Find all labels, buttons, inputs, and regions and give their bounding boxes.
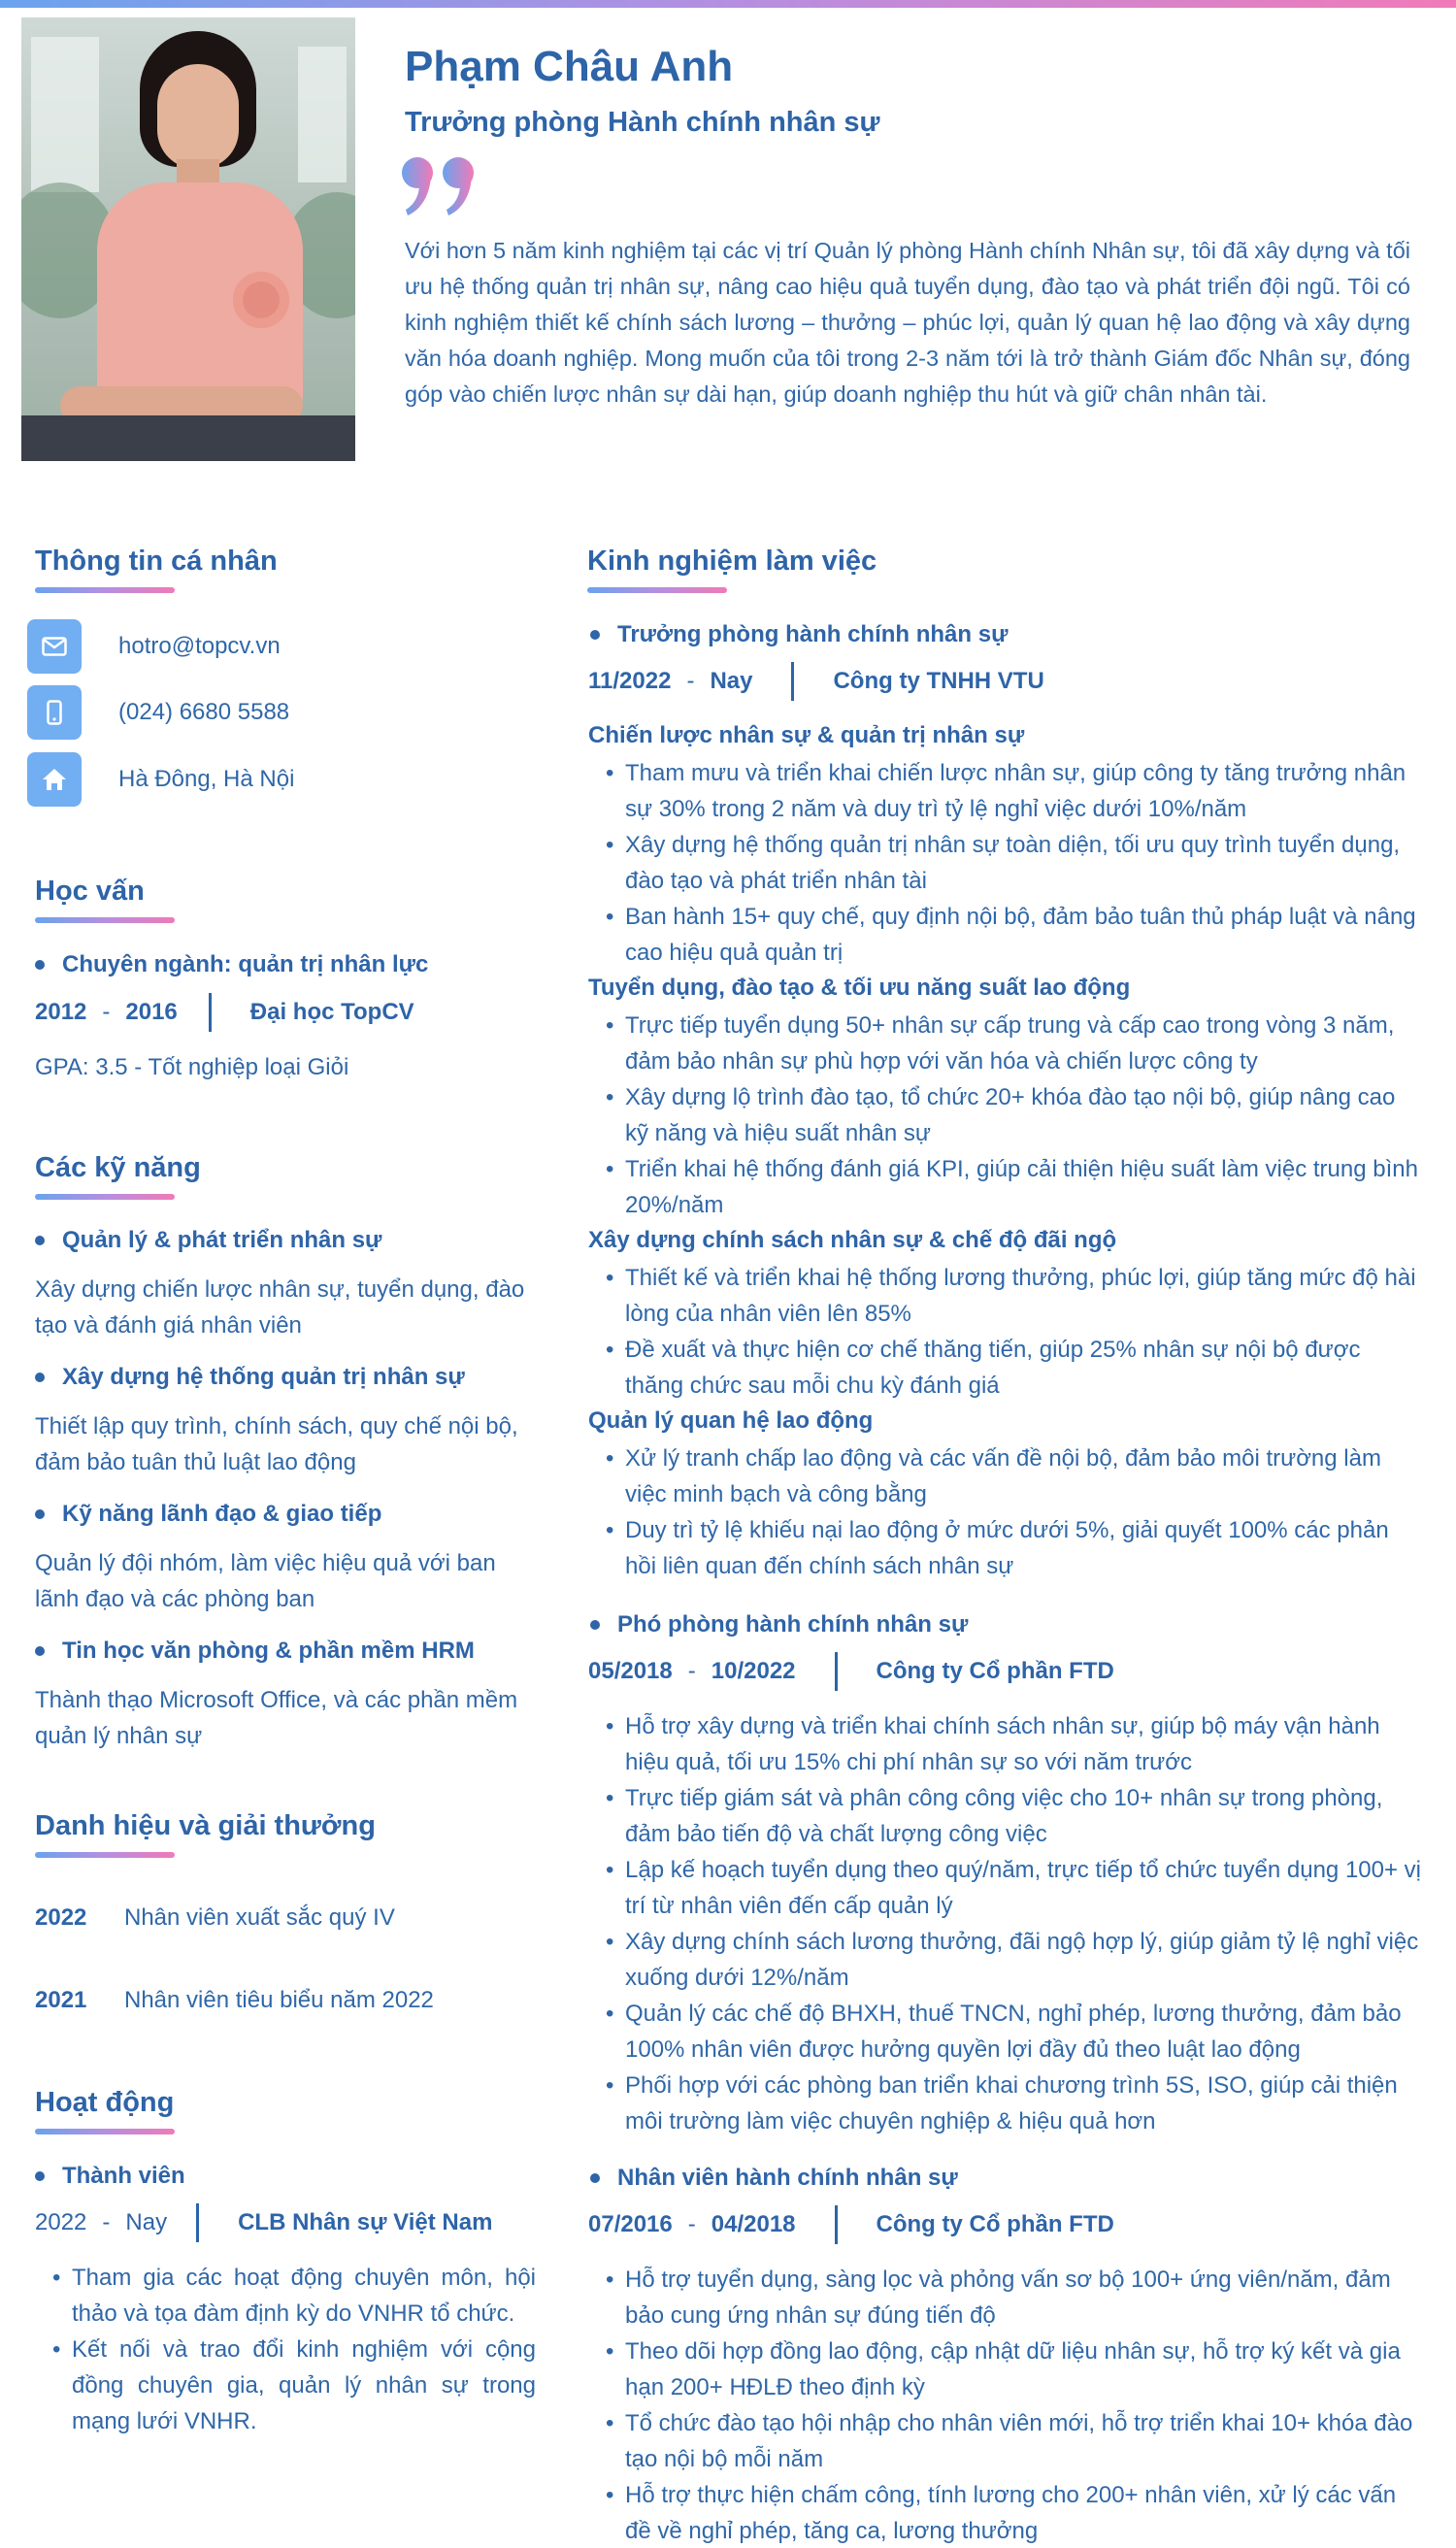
education-major: Chuyên ngành: quản trị nhân lực [35, 951, 428, 978]
job-dates: 07/2016 - 04/2018 Công ty Cổ phần FTD [588, 2205, 1114, 2244]
education-dates: 2012 - 2016 Đại học TopCV [35, 993, 414, 1032]
skill-name: Kỹ năng lãnh đạo & giao tiếp [35, 1501, 381, 1528]
section-education [35, 876, 175, 923]
list-item: • Tham mưu và triển khai chiến lược nhân sự, giúp công ty tăng trưởng nhân sự 30% trong 2 năm và duy trì tỷ lệ nghỉ việc dưới 10%/năm [588, 755, 1423, 827]
section-underline [35, 2129, 175, 2134]
section-title: Danh hiệu và giải thưởng [35, 1810, 376, 1841]
job-group-heading: Xây dựng chính sách nhân sự & chế độ đãi ngộ [588, 1227, 1117, 1253]
home-icon [27, 752, 82, 807]
skill-desc: Xây dựng chiến lược nhân sự, tuyển dụng, đào tạo và đánh giá nhân viên [35, 1276, 525, 1339]
company-name: Công ty Cổ phần FTD [876, 1658, 1114, 1684]
job-bullets [588, 1708, 1423, 2139]
job-position: Trưởng phòng hành chính nhân sự [590, 621, 1008, 648]
section-underline [587, 587, 727, 593]
section-title: Thông tin cá nhân [35, 546, 278, 577]
candidate-name: Phạm Châu Anh [405, 43, 734, 90]
contact-phone [27, 685, 289, 740]
job-dates: 11/2022 - Nay Công ty TNHH VTU [588, 662, 1044, 701]
activity-role: Thành viên [35, 2163, 185, 2190]
career-summary: Với hơn 5 năm kinh nghiệm tại các vị trí Quản lý phòng Hành chính Nhân sự, tôi đã xây dựng và tối ưu hệ thống quản trị nhân sự, nâng cao hiệu quả tuyển dụng, đào tạo và phát triển đội ngũ. Tôi có kinh nghiệm thiết kế chính sách lương – thưởng – phúc lợi, quản lý quan hệ lao động và xây dựng văn hóa doanh nghiệp. Mong muốn của tôi trong 2-3 năm tới là trở thành Giám đốc Nhân sự, đóng góp vào chiến lược nhân sự dài hạn, giúp doanh nghiệp thu hút và giữ chân nhân tài. [405, 238, 1410, 407]
award-item: 2022 Nhân viên xuất sắc quý IV [35, 1904, 395, 1931]
skill-name: Tin học văn phòng & phần mềm HRM [35, 1638, 475, 1665]
company-name: Công ty Cổ phần FTD [876, 2211, 1114, 2237]
job-group-bullets [588, 1008, 1423, 1223]
section-awards [35, 1810, 376, 1858]
activity-dates: 2022 - Nay CLB Nhân sự Việt Nam [35, 2203, 492, 2242]
list-item: • Tham gia các hoạt động chuyên môn, hội thảo và tọa đàm định kỳ do VNHR tổ chức. [35, 2260, 536, 2332]
email-text[interactable]: hotro@topcv.vn [118, 633, 281, 659]
job-group-bullets [588, 755, 1423, 971]
list-item: • Triển khai hệ thống đánh giá KPI, giúp cải thiện hiệu suất làm việc trung bình 20%/năm [588, 1151, 1423, 1223]
education-gpa: GPA: 3.5 - Tốt nghiệp loại Giỏi [35, 1054, 349, 1080]
section-activities [35, 2087, 175, 2134]
company-name: Công ty TNHH VTU [833, 668, 1044, 694]
job-group-heading: Tuyển dụng, đào tạo & tối ưu năng suất lao động [588, 975, 1131, 1001]
skill-name: Quản lý & phát triển nhân sự [35, 1227, 381, 1254]
list-item: • Thiết kế và triển khai hệ thống lương thưởng, phúc lợi, giúp tăng mức độ hài lòng của nhân viên lên 85% [588, 1260, 1423, 1332]
job-position: Phó phòng hành chính nhân sự [590, 1611, 968, 1638]
candidate-role: Trưởng phòng Hành chính nhân sự [405, 107, 880, 138]
list-item: • Xây dựng chính sách lương thưởng, đãi ngộ hợp lý, giúp giảm tỷ lệ nghỉ việc xuống dưới 12%/năm [588, 1924, 1423, 1996]
list-item: • Duy trì tỷ lệ khiếu nại lao động ở mức dưới 5%, giải quyết 100% các phản hồi liên quan đến chính sách nhân sự [588, 1512, 1423, 1584]
job-dates: 05/2018 - 10/2022 Công ty Cổ phần FTD [588, 1652, 1114, 1691]
skill-name: Xây dựng hệ thống quản trị nhân sự [35, 1364, 465, 1391]
skill-desc: Thành thạo Microsoft Office, và các phần mềm quản lý nhân sự [35, 1687, 518, 1749]
contact-address [27, 752, 294, 807]
list-item: • Quản lý các chế độ BHXH, thuế TNCN, nghỉ phép, lương thưởng, đảm bảo 100% nhân viên được hưởng quyền lợi đầy đủ theo luật lao động [588, 1996, 1423, 2068]
list-item: • Trực tiếp tuyển dụng 50+ nhân sự cấp trung và cấp cao trong vòng 3 năm, đảm bảo nhân sự phù hợp với văn hóa và chiến lược công ty [588, 1008, 1423, 1079]
list-item: • Lập kế hoạch tuyển dụng theo quý/năm, trực tiếp tổ chức tuyển dụng 100+ vị trí từ nhân viên đến cấp quản lý [588, 1852, 1423, 1924]
phone-icon [27, 685, 82, 740]
address-text: Hà Đông, Hà Nội [118, 766, 295, 792]
list-item: • Đề xuất và thực hiện cơ chế thăng tiến, giúp 25% nhân sự nội bộ được thăng chức sau mỗi chu kỳ đánh giá [588, 1332, 1423, 1404]
section-underline [35, 587, 175, 593]
list-item: • Hỗ trợ tuyển dụng, sàng lọc và phỏng vấn sơ bộ 100+ ứng viên/năm, đảm bảo cung ứng nhân sự đúng tiến độ [588, 2262, 1423, 2333]
contact-email [27, 619, 281, 674]
school-name: Đại học TopCV [249, 999, 414, 1025]
job-group-heading: Quản lý quan hệ lao động [588, 1407, 874, 1434]
award-item: 2021 Nhân viên tiêu biểu năm 2022 [35, 1987, 434, 2013]
section-title: Học vấn [35, 876, 145, 907]
skill-desc: Quản lý đội nhóm, làm việc hiệu quả với ban lãnh đạo và các phòng ban [35, 1550, 496, 1612]
section-underline [35, 917, 175, 923]
list-item: • Trực tiếp giám sát và phân công công việc cho 10+ nhân sự trong phòng, đảm bảo tiến độ và chất lượng công việc [588, 1780, 1423, 1852]
job-position: Nhân viên hành chính nhân sự [590, 2165, 958, 2192]
section-experience [587, 546, 877, 593]
job-bullets [588, 2262, 1423, 2548]
section-skills [35, 1152, 201, 1200]
list-item: • Phối hợp với các phòng ban triển khai chương trình 5S, ISO, giúp cải thiện môi trường làm việc chuyên nghiệp & hiệu quả hơn [588, 2068, 1423, 2139]
section-underline [35, 1852, 175, 1858]
list-item: • Hỗ trợ thực hiện chấm công, tính lương cho 200+ nhân viên, xử lý các vấn đề về nghỉ phép, tăng ca, lương thưởng [588, 2477, 1423, 2548]
job-group-bullets [588, 1260, 1423, 1404]
top-gradient-bar [0, 0, 1456, 8]
activity-bullets [35, 2260, 536, 2439]
section-title: Kinh nghiệm làm việc [587, 546, 877, 577]
list-item: • Kết nối và trao đổi kinh nghiệm với cộng đồng chuyên gia, quản lý nhân sự trong mạng lưới VNHR. [35, 2332, 536, 2439]
list-item: • Xây dựng lộ trình đào tạo, tổ chức 20+ khóa đào tạo nội bộ, giúp nâng cao kỹ năng và hiệu suất nhân sự [588, 1079, 1423, 1151]
list-item: • Xử lý tranh chấp lao động và các vấn đề nội bộ, đảm bảo môi trường làm việc minh bạch và công bằng [588, 1440, 1423, 1512]
list-item: • Ban hành 15+ quy chế, quy định nội bộ, đảm bảo tuân thủ pháp luật và nâng cao hiệu quả quản trị [588, 899, 1423, 971]
quote-icon [402, 155, 480, 219]
activity-org: CLB Nhân sự Việt Nam [238, 2209, 493, 2235]
section-title: Các kỹ năng [35, 1152, 201, 1183]
list-item: • Theo dõi hợp đồng lao động, cập nhật dữ liệu nhân sự, hỗ trợ ký kết và gia hạn 200+ HĐLĐ theo định kỳ [588, 2333, 1423, 2405]
section-underline [35, 1194, 175, 1200]
job-group-heading: Chiến lược nhân sự & quản trị nhân sự [588, 722, 1025, 748]
list-item: • Hỗ trợ xây dựng và triển khai chính sách nhân sự, giúp bộ máy vận hành hiệu quả, tối ưu 15% chi phí nhân sự so với năm trước [588, 1708, 1423, 1780]
section-personal-info [35, 546, 278, 593]
list-item: • Xây dựng hệ thống quản trị nhân sự toàn diện, tối ưu quy trình tuyển dụng, đào tạo và phát triển nhân tài [588, 827, 1423, 899]
list-item: • Tổ chức đào tạo hội nhập cho nhân viên mới, hỗ trợ triển khai 10+ khóa đào tạo nội bộ mỗi năm [588, 2405, 1423, 2477]
section-title: Hoạt động [35, 2087, 175, 2118]
job-group-bullets [588, 1440, 1423, 1584]
skill-desc: Thiết lập quy trình, chính sách, quy chế nội bộ, đảm bảo tuân thủ luật lao động [35, 1413, 518, 1475]
profile-photo [21, 17, 355, 461]
phone-text: (024) 6680 5588 [118, 699, 290, 725]
envelope-icon [27, 619, 82, 674]
